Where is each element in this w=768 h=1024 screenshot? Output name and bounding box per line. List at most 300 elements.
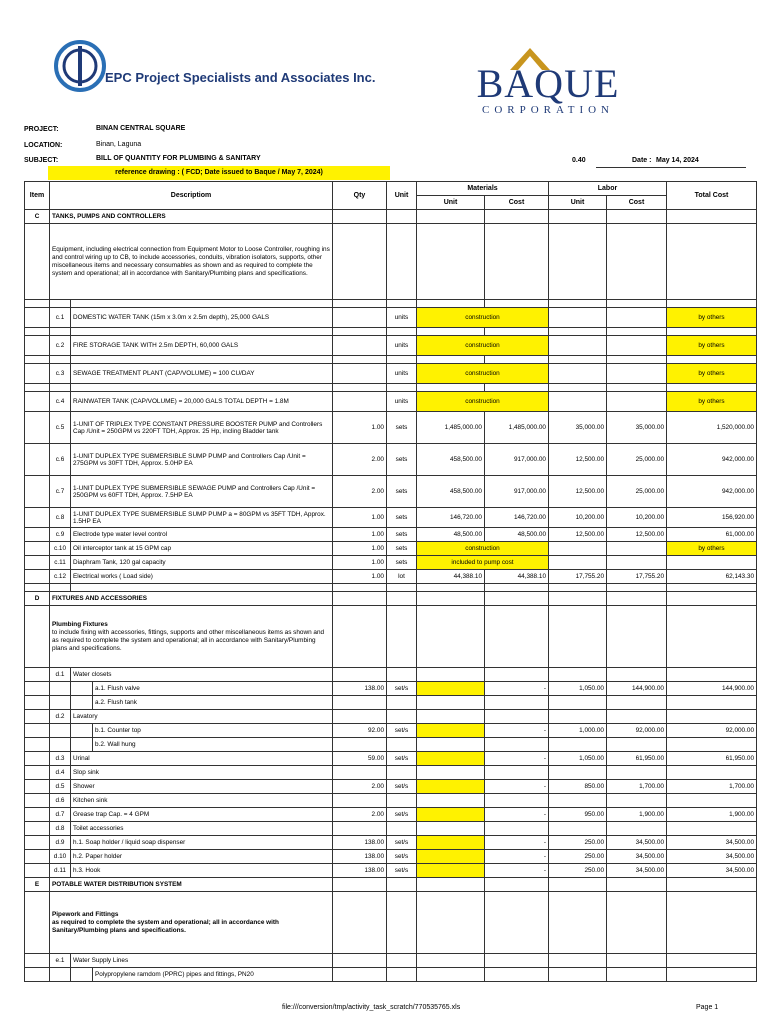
total-cell	[667, 766, 757, 780]
empty-cell	[485, 892, 549, 954]
lab-unit-cell: 12,500.00	[549, 528, 607, 542]
sub-item-code: c.10	[50, 542, 71, 556]
empty-cell	[485, 878, 549, 892]
total-note: by others	[667, 392, 757, 412]
sub-item-code: d.4	[50, 766, 71, 780]
unit-cell	[387, 668, 417, 682]
materials-note: construction	[417, 336, 549, 356]
qty-cell: 1.00	[333, 508, 387, 528]
unit-cell: set/s	[387, 808, 417, 822]
mat-unit-cell	[417, 780, 485, 794]
section-title: FIXTURES AND ACCESSORIES	[50, 592, 333, 606]
empty-cell	[549, 300, 607, 308]
empty-cell	[333, 300, 387, 308]
mat-cost-cell	[485, 738, 549, 752]
subject-value: BILL OF QUANTITY FOR PLUMBING & SANITARY	[96, 155, 261, 162]
table-row	[25, 850, 757, 864]
table-row	[25, 444, 757, 476]
project-label: PROJECT:	[24, 126, 59, 133]
unit-cell: set/s	[387, 850, 417, 864]
table-row	[25, 328, 757, 336]
total-cell: 156,920.00	[667, 508, 757, 528]
date-underline	[596, 167, 746, 168]
lab-cost-cell: 61,950.00	[607, 752, 667, 766]
total-note: by others	[667, 364, 757, 384]
table-row	[25, 710, 757, 724]
sub-item-code: d.9	[50, 836, 71, 850]
mat-cost-cell: 1,485,000.00	[485, 412, 549, 444]
empty-cell	[25, 752, 50, 766]
qty-cell: 2.00	[333, 476, 387, 508]
total-note: by others	[667, 308, 757, 328]
qty-cell: 1.00	[333, 556, 387, 570]
header-qty: Qty	[333, 182, 387, 210]
mat-unit-cell	[417, 954, 485, 968]
qty-cell	[333, 968, 387, 982]
unit-cell: units	[387, 392, 417, 412]
empty-cell	[25, 808, 50, 822]
lab-unit-cell: 250.00	[549, 836, 607, 850]
empty-cell	[417, 384, 485, 392]
empty-cell	[333, 892, 387, 954]
empty-cell	[549, 606, 607, 668]
lab-cost-cell: 1,700.00	[607, 780, 667, 794]
sub-item-code: c.4	[50, 392, 71, 412]
total-cell	[667, 968, 757, 982]
item-code: D	[25, 592, 50, 606]
header-item: Item	[25, 182, 50, 210]
item-description: Electrical works ( Load side)	[71, 570, 333, 584]
unit-cell: sets	[387, 412, 417, 444]
section-title: POTABLE WATER DISTRIBUTION SYSTEM	[50, 878, 333, 892]
lab-unit-cell: 850.00	[549, 780, 607, 794]
sub-item-code: c.7	[50, 476, 71, 508]
sub-item-code: d.11	[50, 864, 71, 878]
empty-cell	[387, 892, 417, 954]
mat-cost-cell: 44,388.10	[485, 570, 549, 584]
mat-cost-cell: -	[485, 724, 549, 738]
lab-cost-cell: 144,900.00	[607, 682, 667, 696]
empty-cell	[25, 508, 50, 528]
qty-cell	[333, 696, 387, 710]
lab-unit-cell: 1,050.00	[549, 682, 607, 696]
mat-cost-cell: 917,000.00	[485, 476, 549, 508]
table-row	[25, 836, 757, 850]
empty-cell	[387, 224, 417, 300]
total-cell	[667, 794, 757, 808]
sub-item-code: d.8	[50, 822, 71, 836]
lab-unit-cell: 10,200.00	[549, 508, 607, 528]
table-row	[25, 392, 757, 412]
lab-cost-cell	[607, 822, 667, 836]
total-cell: 34,500.00	[667, 836, 757, 850]
item-description: FIRE STORAGE TANK WITH 2.5m DEPTH, 60,000 GALS	[71, 336, 333, 356]
sub-item-code: c.5	[50, 412, 71, 444]
total-cell	[667, 556, 757, 570]
unit-cell	[387, 766, 417, 780]
empty-cell	[71, 584, 333, 592]
empty-cell	[549, 224, 607, 300]
client-logo	[458, 48, 638, 120]
empty-cell	[485, 584, 549, 592]
description-paragraph	[50, 606, 333, 668]
empty-cell	[549, 878, 607, 892]
mat-cost-cell: -	[485, 682, 549, 696]
table-row	[25, 364, 757, 384]
empty-cell	[25, 850, 50, 864]
item-description: a.2. Flush tank	[93, 696, 333, 710]
mat-cost-cell	[485, 710, 549, 724]
table-row	[25, 780, 757, 794]
item-description: Water Supply Lines	[71, 954, 333, 968]
table-row	[25, 892, 757, 954]
paragraph-text: as required to complete the system and operational; all in accordance with Sanitary/Plumbing plans and specifications.	[52, 918, 279, 934]
item-description: Grease trap Cap. = 4 GPM	[71, 808, 333, 822]
paragraph-title: Plumbing Fixtures	[52, 620, 108, 628]
empty-cell	[417, 356, 485, 364]
project-value: BINAN CENTRAL SQUARE	[96, 125, 186, 132]
empty-cell	[25, 682, 50, 696]
description-paragraph	[50, 224, 333, 300]
table-row	[25, 724, 757, 738]
sub-item-code: d.6	[50, 794, 71, 808]
footer-path: file:///conversion/tmp/activity_task_scratch/770535765.xls	[282, 1004, 461, 1011]
lab-unit-cell	[549, 794, 607, 808]
total-cell: 62,143.30	[667, 570, 757, 584]
item-description: h.2. Paper holder	[71, 850, 333, 864]
lab-cost-cell: 35,000.00	[607, 412, 667, 444]
table-row	[25, 308, 757, 328]
empty-cell	[607, 584, 667, 592]
mat-unit-cell: 48,500.00	[417, 528, 485, 542]
lab-cost-cell	[607, 968, 667, 982]
table-row	[25, 864, 757, 878]
mat-unit-cell	[417, 682, 485, 696]
empty-cell	[50, 328, 71, 336]
empty-cell	[25, 412, 50, 444]
item-description: RAINWATER TANK (CAP/VOLUME) = 20,000 GALS TOTAL DEPTH = 1.8M	[71, 392, 333, 412]
unit-cell: set/s	[387, 864, 417, 878]
empty-cell	[25, 570, 50, 584]
lab-unit-cell: 950.00	[549, 808, 607, 822]
item-code: C	[25, 210, 50, 224]
footer-page: Page 1	[696, 1004, 719, 1011]
table-row	[25, 878, 757, 892]
empty-cell	[387, 606, 417, 668]
mat-unit-cell	[417, 752, 485, 766]
empty-cell	[25, 836, 50, 850]
empty-cell	[333, 592, 387, 606]
qty-cell	[333, 668, 387, 682]
lab-cost-cell	[607, 392, 667, 412]
empty-cell	[417, 584, 485, 592]
unit-cell	[387, 822, 417, 836]
qty-cell	[333, 766, 387, 780]
lab-cost-cell	[607, 954, 667, 968]
table-row	[25, 752, 757, 766]
lab-unit-cell: 1,050.00	[549, 752, 607, 766]
revision: 0.40	[572, 157, 586, 164]
qty-cell: 2.00	[333, 808, 387, 822]
unit-cell	[387, 710, 417, 724]
client-sub: CORPORATION	[481, 104, 614, 116]
mat-unit-cell	[417, 968, 485, 982]
lab-unit-cell	[549, 822, 607, 836]
mat-cost-cell	[485, 696, 549, 710]
empty-cell	[387, 210, 417, 224]
empty-cell	[485, 356, 549, 364]
mat-cost-cell: -	[485, 836, 549, 850]
item-description: Water closets	[71, 668, 333, 682]
item-description: Oil interceptor tank at 15 GPM cap	[71, 542, 333, 556]
empty-cell	[387, 300, 417, 308]
empty-cell	[25, 606, 50, 668]
table-row	[25, 300, 757, 308]
item-description: Polypropylene ramdom (PPRC) pipes and fittings, PN20	[93, 968, 333, 982]
empty-cell	[25, 392, 50, 412]
item-description: Diaphram Tank, 120 gal capacity	[71, 556, 333, 570]
empty-cell	[25, 668, 50, 682]
item-description: a.1. Flush valve	[93, 682, 333, 696]
mat-unit-cell	[417, 850, 485, 864]
lab-unit-cell	[549, 542, 607, 556]
mat-unit-cell	[417, 822, 485, 836]
empty-cell	[71, 328, 333, 336]
empty-cell	[485, 592, 549, 606]
qty-cell	[333, 710, 387, 724]
empty-cell	[607, 356, 667, 364]
qty-cell: 2.00	[333, 444, 387, 476]
sub-item-code	[50, 738, 71, 752]
empty-cell	[417, 606, 485, 668]
empty-cell	[667, 224, 757, 300]
empty-cell	[25, 822, 50, 836]
empty-cell	[607, 384, 667, 392]
sub-item-code	[50, 682, 71, 696]
empty-cell	[549, 328, 607, 336]
total-cell: 61,000.00	[667, 528, 757, 542]
lab-cost-cell: 10,200.00	[607, 508, 667, 528]
empty-cell	[333, 224, 387, 300]
lab-unit-cell: 12,500.00	[549, 444, 607, 476]
item-description: Kitchen sink	[71, 794, 333, 808]
empty-cell	[485, 224, 549, 300]
item-description: h.3. Hook	[71, 864, 333, 878]
empty-cell	[667, 210, 757, 224]
table-row	[25, 682, 757, 696]
empty-cell	[667, 300, 757, 308]
empty-cell	[71, 300, 333, 308]
lab-cost-cell	[607, 766, 667, 780]
sub-item-code: c.11	[50, 556, 71, 570]
empty-cell	[485, 384, 549, 392]
mat-unit-cell	[417, 808, 485, 822]
mat-cost-cell	[485, 968, 549, 982]
materials-note: construction	[417, 364, 549, 384]
unit-cell: sets	[387, 542, 417, 556]
mat-unit-cell: 458,500.00	[417, 444, 485, 476]
empty-cell	[387, 328, 417, 336]
section-title: TANKS, PUMPS AND CONTROLLERS	[50, 210, 333, 224]
unit-cell: set/s	[387, 682, 417, 696]
table-row	[25, 542, 757, 556]
lab-cost-cell: 1,900.00	[607, 808, 667, 822]
mat-cost-cell	[485, 954, 549, 968]
location-label: LOCATION:	[24, 142, 63, 149]
table-row	[25, 954, 757, 968]
sub-item-code: d.10	[50, 850, 71, 864]
item-description: DOMESTIC WATER TANK (15m x 3.0m x 2.5m depth), 25,000 GALS	[71, 308, 333, 328]
mat-cost-cell	[485, 822, 549, 836]
empty-cell	[667, 356, 757, 364]
unit-cell	[387, 696, 417, 710]
total-cell: 942,000.00	[667, 476, 757, 508]
lab-cost-cell	[607, 556, 667, 570]
empty-cell	[417, 878, 485, 892]
item-description: b.2. Wall hung	[93, 738, 333, 752]
lab-unit-cell: 250.00	[549, 850, 607, 864]
mat-cost-cell: -	[485, 808, 549, 822]
unit-cell: set/s	[387, 724, 417, 738]
mat-unit-cell	[417, 794, 485, 808]
sub-item-code: c.9	[50, 528, 71, 542]
mat-unit-cell	[417, 696, 485, 710]
empty-cell	[549, 210, 607, 224]
item-description: Toilet accessories	[71, 822, 333, 836]
empty-cell	[549, 892, 607, 954]
qty-cell	[333, 308, 387, 328]
empty-cell	[25, 336, 50, 356]
qty-cell: 138.00	[333, 864, 387, 878]
table-row	[25, 968, 757, 982]
mat-cost-cell	[485, 668, 549, 682]
lab-cost-cell	[607, 794, 667, 808]
mat-cost-cell: -	[485, 752, 549, 766]
total-cell: 144,900.00	[667, 682, 757, 696]
empty-cell	[25, 556, 50, 570]
lab-unit-cell	[549, 710, 607, 724]
lab-cost-cell	[607, 336, 667, 356]
lab-cost-cell: 25,000.00	[607, 444, 667, 476]
table-row	[25, 738, 757, 752]
empty-cell	[25, 968, 50, 982]
lab-cost-cell: 34,500.00	[607, 850, 667, 864]
empty-cell	[485, 300, 549, 308]
item-description: 1-UNIT DUPLEX TYPE SUBMERSIBLE SUMP PUMP and Controllers Cap /Unit = 275GPM vs 30FT TDH, Approx. 5.0HP EA	[71, 444, 333, 476]
empty-cell	[417, 592, 485, 606]
empty-cell	[25, 300, 50, 308]
empty-cell	[25, 308, 50, 328]
table-row	[25, 584, 757, 592]
mat-unit-cell: 44,388.10	[417, 570, 485, 584]
table-row	[25, 336, 757, 356]
empty-cell	[71, 696, 93, 710]
empty-cell	[25, 724, 50, 738]
unit-cell: set/s	[387, 780, 417, 794]
lab-cost-cell: 25,000.00	[607, 476, 667, 508]
empty-cell	[417, 328, 485, 336]
empty-cell	[333, 210, 387, 224]
empty-cell	[50, 584, 71, 592]
mat-cost-cell	[485, 794, 549, 808]
lab-unit-cell: 17,755.20	[549, 570, 607, 584]
item-description: 1-UNIT DUPLEX TYPE SUBMERSIBLE SUMP PUMP a = 80GPM vs 35FT TDH, Approx. 1.5HP EA	[71, 508, 333, 528]
empty-cell	[25, 584, 50, 592]
empty-cell	[50, 384, 71, 392]
item-description: 1-UNIT DUPLEX TYPE SUBMERSIBLE SEWAGE PUMP and Controllers Cap /Unit = 250GPM vs 60FT TDH, Approx. 7.5HP EA	[71, 476, 333, 508]
lab-cost-cell: 92,000.00	[607, 724, 667, 738]
qty-cell: 1.00	[333, 542, 387, 556]
item-description: SEWAGE TREATMENT PLANT (CAP/VOLUME) = 100 CU/DAY	[71, 364, 333, 384]
empty-cell	[25, 766, 50, 780]
paragraph-title: Pipework and Fittings	[52, 910, 119, 918]
empty-cell	[485, 210, 549, 224]
empty-cell	[333, 878, 387, 892]
unit-cell	[387, 738, 417, 752]
empty-cell	[25, 542, 50, 556]
materials-note: construction	[417, 308, 549, 328]
mat-unit-cell	[417, 836, 485, 850]
empty-cell	[25, 476, 50, 508]
sub-item-code: c.12	[50, 570, 71, 584]
empty-cell	[25, 528, 50, 542]
total-cell: 1,520,000.00	[667, 412, 757, 444]
mat-unit-cell	[417, 766, 485, 780]
item-description: Shower	[71, 780, 333, 794]
lab-unit-cell	[549, 668, 607, 682]
empty-cell	[549, 584, 607, 592]
empty-cell	[549, 356, 607, 364]
qty-cell	[333, 364, 387, 384]
unit-cell: lot	[387, 570, 417, 584]
unit-cell: units	[387, 308, 417, 328]
empty-cell	[667, 892, 757, 954]
header-total: Total Cost	[667, 182, 757, 210]
empty-cell	[25, 444, 50, 476]
table-row	[25, 696, 757, 710]
empty-cell	[71, 724, 93, 738]
item-code: E	[25, 878, 50, 892]
lab-unit-cell	[549, 738, 607, 752]
unit-cell: sets	[387, 476, 417, 508]
total-cell: 1,700.00	[667, 780, 757, 794]
lab-unit-cell: 35,000.00	[549, 412, 607, 444]
item-description: h.1. Soap holder / liquid soap dispenser	[71, 836, 333, 850]
qty-cell	[333, 336, 387, 356]
lab-unit-cell: 1,000.00	[549, 724, 607, 738]
item-description: Electrode type water level control	[71, 528, 333, 542]
empty-cell	[25, 328, 50, 336]
total-cell	[667, 710, 757, 724]
total-cell: 1,900.00	[667, 808, 757, 822]
empty-cell	[25, 356, 50, 364]
header-mat-unit: Unit	[417, 196, 485, 210]
materials-note: construction	[417, 542, 549, 556]
qty-cell: 1.00	[333, 570, 387, 584]
qty-cell: 92.00	[333, 724, 387, 738]
empty-cell	[25, 738, 50, 752]
empty-cell	[25, 780, 50, 794]
lab-unit-cell: 250.00	[549, 864, 607, 878]
table-row	[25, 794, 757, 808]
lab-cost-cell	[607, 364, 667, 384]
lab-cost-cell: 34,500.00	[607, 864, 667, 878]
unit-cell: sets	[387, 444, 417, 476]
lab-cost-cell	[607, 738, 667, 752]
empty-cell	[25, 224, 50, 300]
empty-cell	[607, 328, 667, 336]
lab-unit-cell	[549, 364, 607, 384]
